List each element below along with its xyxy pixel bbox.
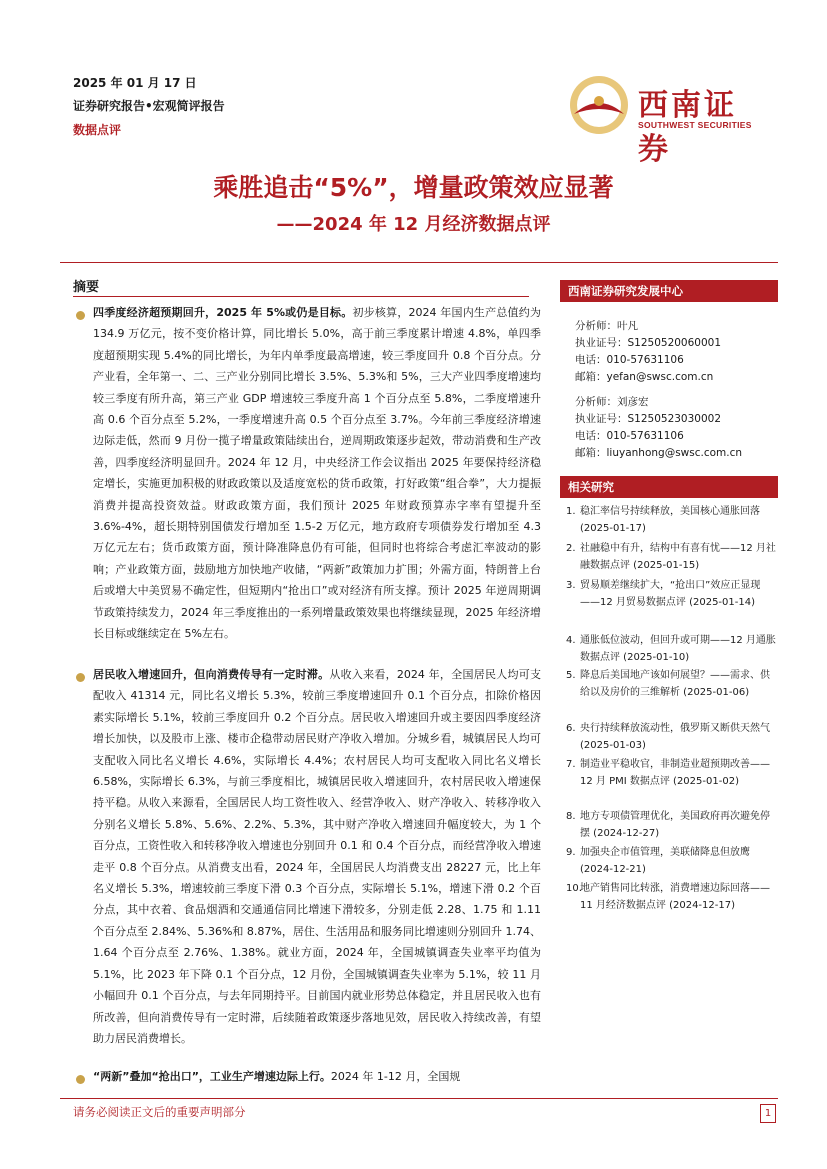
item-number: 7. xyxy=(566,759,576,770)
item-number: 3. xyxy=(566,580,576,591)
analyst-email[interactable]: 邮箱：liuyanhong@swsc.com.cn xyxy=(575,447,743,459)
related-research-item[interactable] xyxy=(566,720,778,754)
related-research-item[interactable] xyxy=(566,632,778,666)
paragraph-lead: “两新”叠加“抢出口”，工业生产增速边际上行。 xyxy=(93,1070,331,1083)
item-text: 地方专项债管理优化，美国政府再次避免停摆 (2024-12-27) xyxy=(580,811,770,839)
related-research-item[interactable] xyxy=(566,540,778,574)
title-divider xyxy=(60,262,778,263)
summary-paragraph xyxy=(93,302,541,645)
bullet-icon xyxy=(76,311,85,320)
paragraph-body: 从收入来看，2024 年，全国居民人均可支配收入 41314 元，同比名义增长 5.3%，较前三季度增速回升 0.1 个百分点，扣除价格因素实际增长 5.1%，较前三季度回升 0.2 个百分点。居民收入增速回升或主要因四季度经济增长加快，以及股市上涨、楼市企稳带动居民财产净收入增加。分城乡看，城镇居民人均可支配收入同比名义增长 4.6%，实际增长 4.4%；农村居民人均可支配收入同比名义增长 6.58%，实际增长 6.3%，与前三季度相比，城镇居民收入增速回升，农村居民收入增速保持平稳。从收入来源看，全国居民人均工资性收入、经营净收入、财产净收入、转移净收入分别名义增长 5.8%、5.6%、2.2%、5.3%，其中财产净收入增速回升幅度较大，为 1 个百分点，工资性收入和转移净收入增速也分别回升 0.1 和 0.4 个百分点，而经营净收入增速走平 0.8 个百分点。从消费支出看，2024 年，全国居民人均消费支出 28227 元，比上年名义增长 5.3%，增速较前三季度下滑 0.3 个百分点，实际增长 5.1%，增速下滑 0.2 个百分点，其中衣着、食品烟酒和交通通信同比增速下滑较多，分别走低 2.28、1.75 和 1.11 个百分点至 2.84%、5.36%和 8.87%，居住、生活用品和服务同比增速则分别回升 1.74、1.64 个百分点至 2.76%、1.38%。就业方面，2024 年，全国城镇调查失业率平均值为 5.1%，比 2023 年下降 0.1 个百分点，12 月份，全国城镇调查失业率为 5.1%，较 11 月小幅回升 0.1 个百分点，与去年同期持平。目前国内就业形势总体稳定，并且居民收入也有所改善，但向消费传导有一定时滞，后续随着政策逐步落地见效，居民收入持续改善，有望助力居民消费增长。 xyxy=(93,668,541,1045)
summary-paragraph xyxy=(93,1066,541,1087)
analyst-license: 执业证号：S1250523030002 xyxy=(575,413,722,425)
item-number: 5. xyxy=(566,670,576,681)
report-type: 证券研究报告•宏观简评报告 xyxy=(73,99,225,113)
related-research-item[interactable] xyxy=(566,756,778,790)
summary-heading: 摘要 xyxy=(73,280,100,295)
report-date: 2025 年 01 月 17 日 xyxy=(73,76,197,90)
paragraph-lead: 四季度经济超预期回升，2025 年 5%或仍是目标。 xyxy=(93,306,353,319)
item-text: 社融稳中有升，结构中有喜有忧——12 月社融数据点评 (2025-01-15) xyxy=(580,543,776,571)
related-research-item[interactable] xyxy=(566,880,778,914)
item-text: 降息后美国地产该如何展望？——需求、供给以及房价的三维解析 (2025-01-06) xyxy=(580,670,770,698)
related-research-item[interactable] xyxy=(566,808,778,842)
item-number: 8. xyxy=(566,811,576,822)
logo-chinese-text: 西南证券 xyxy=(638,88,737,167)
item-number: 6. xyxy=(566,723,576,734)
analyst-email[interactable]: 邮箱：yefan@swsc.com.cn xyxy=(575,371,714,383)
related-research-item[interactable] xyxy=(566,844,778,878)
item-number: 4. xyxy=(566,635,576,646)
main-title: 乘胜追击“5%”，增量政策效应显著 xyxy=(213,173,614,202)
footer-divider xyxy=(60,1098,778,1099)
logo-english-text: SOUTHWEST SECURITIES xyxy=(638,120,752,130)
item-number: 1. xyxy=(566,506,576,517)
item-number: 2. xyxy=(566,543,576,554)
analyst-name: 分析师：刘彦宏 xyxy=(575,396,649,408)
research-center-heading: 西南证券研究发展中心 xyxy=(560,280,778,302)
bullet-icon xyxy=(76,673,85,682)
footer-disclaimer: 请务必阅读正文后的重要声明部分 xyxy=(73,1105,246,1119)
related-research-heading: 相关研究 xyxy=(560,476,778,498)
logo-emblem-icon xyxy=(566,74,632,136)
item-text: 通胀低位波动，但回升或可期——12 月通胀数据点评 (2025-01-10) xyxy=(580,635,776,663)
item-text: 贸易顺差继续扩大，“抢出口”效应正显现——12 月贸易数据点评 (2025-01-14) xyxy=(580,580,761,608)
paragraph-body: 2024 年 1-12 月，全国规 xyxy=(330,1070,461,1083)
analyst-name: 分析师：叶凡 xyxy=(575,320,638,332)
item-text: 央行持续释放流动性，俄罗斯又断供天然气 (2025-01-03) xyxy=(580,723,770,751)
item-text: 稳汇率信号持续释放，美国核心通胀回落 (2025-01-17) xyxy=(580,506,760,534)
report-category: 数据点评 xyxy=(73,123,122,137)
related-research-item[interactable] xyxy=(566,503,778,537)
analyst-phone: 电话：010-57631106 xyxy=(575,430,684,442)
item-text: 地产销售同比转涨，消费增速边际回落——11 月经济数据点评 (2024-12-17) xyxy=(580,883,770,911)
sub-title: ——2024 年 12 月经济数据点评 xyxy=(276,214,551,235)
summary-paragraph xyxy=(93,664,541,1049)
related-research-item[interactable] xyxy=(566,667,778,701)
analyst-license: 执业证号：S1250520060001 xyxy=(575,337,722,349)
company-logo xyxy=(566,74,766,167)
item-number: 10. xyxy=(566,883,582,894)
paragraph-body: 初步核算，2024 年国内生产总值约为 134.9 万亿元，按不变价格计算，同比增长 5.0%，高于前三季度累计增速 4.8%，单四季度超预期实现 5.4%的同比增长，为年内单季度最高增速，较三季度回升 0.8 个百分点。分产业看，全年第一、二、三产业分别同比增长 3.5%、5.3%和 5%，三大产业四季度增速均较三季度有所升高，第三产业 GDP 增速较三季度升高 1 个百分点至 5.8%，二季度增速升高 0.6 个百分点至 5.2%，一季度增速升高 0.5 个百分点至 3.7%。今年前三季度经济增速边际走低，然而 9 月份一揽子增量政策陆续出台，逆周期政策逐步起效，带动消费和生产改善，四季度经济明显回升。2024 年 12 月，中央经济工作会议指出 2025 年要保持经济稳定增长，实施更加积极的财政政策以及适度宽松的货币政策，打好政策“组合拳”，大力提振消费并提高投资效益。财政政策方面，我们预计 2025 年财政预算赤字率有望提升至 3.6%-4%，超长期特别国债发行增加至 1.5-2 万亿元，地方政府专项债券发行增加至 4.3 万亿元左右；货币政策方面，预计降准降息仍有可能，但同时也将综合考虑汇率波动的影响；产业政策方面，鼓励地方加快地产收储，“两新”政策加力扩围；外需方面，特朗普上台后或增大中美贸易不确定性，但短期内“抢出口”或对经济有所支撑。预计 2025 年逆周期调节政策持续发力，2024 年三季度推出的一系列增量政策效果也将继续显现，2025 年经济增长目标或继续定在 5%左右。 xyxy=(93,306,541,641)
summary-divider xyxy=(73,296,529,297)
item-text: 制造业平稳收官，非制造业超预期改善——12 月 PMI 数据点评 (2025-01-02) xyxy=(580,759,770,787)
item-text: 加强央企市值管理，美联储降息但放鹰 (2024-12-21) xyxy=(580,847,750,875)
item-number: 9. xyxy=(566,847,576,858)
paragraph-lead: 居民收入增速回升，但向消费传导有一定时滞。 xyxy=(93,668,330,681)
bullet-icon xyxy=(76,1075,85,1084)
analyst-phone: 电话：010-57631106 xyxy=(575,354,684,366)
page-number: 1 xyxy=(760,1104,776,1123)
related-research-item[interactable] xyxy=(566,577,778,611)
